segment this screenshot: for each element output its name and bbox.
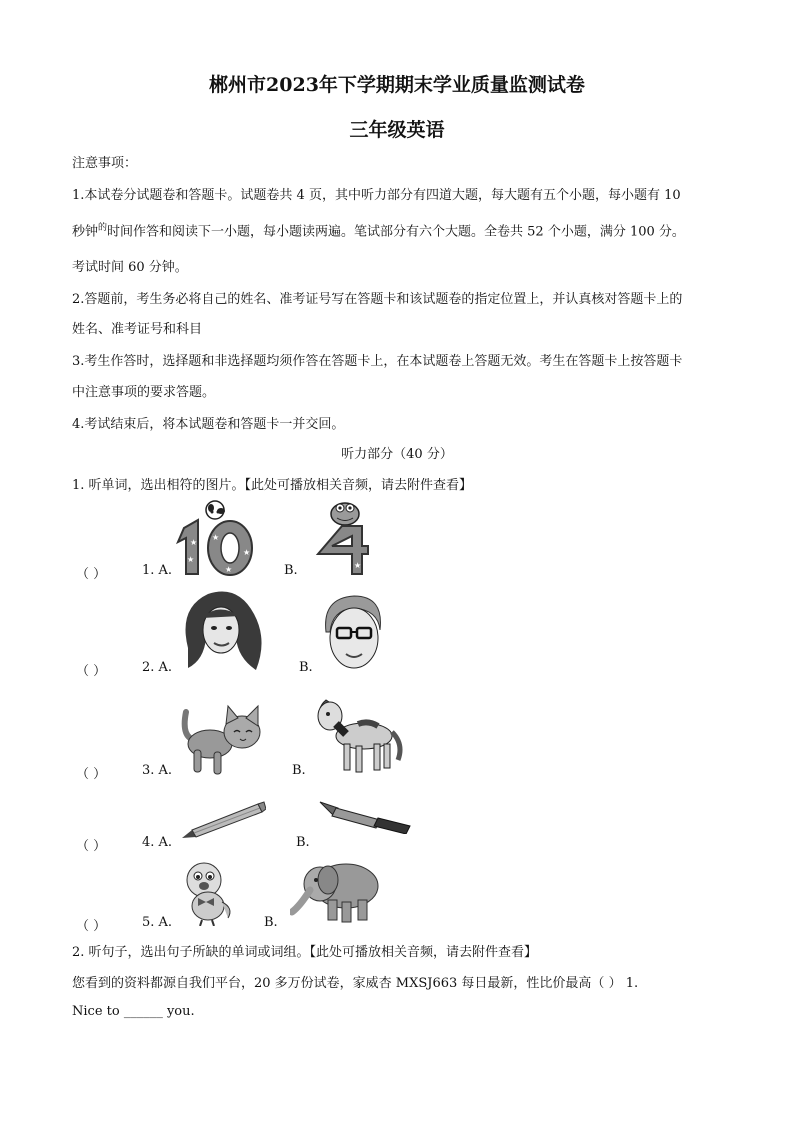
notes-line-1: 1.本试卷分试题卷和答题卡。试题卷共 4 页，其中听力部分有四道大题，每大题有五个小题，每小题有 10 — [72, 188, 681, 203]
item-label: 3. A. — [142, 763, 173, 778]
q2-item-1: Nice to ______ you. — [72, 1004, 195, 1019]
notes-line-8: 4.考试结束后，将本试题卷和答题卡一并交回。 — [72, 417, 345, 432]
listening-section-title: 听力部分（40 分） — [341, 447, 453, 462]
notes-line-2-pre: 秒钟 — [72, 224, 99, 240]
svg-text:★: ★ — [354, 561, 362, 570]
notes-line-4: 2.答题前，考生务必将自己的姓名、准考证号写在答题卡和该试题卷的指定位置上，并认真核对答题卡上的 — [72, 292, 683, 307]
svg-text:★: ★ — [243, 548, 251, 557]
notes-line-2-sup: 的 — [98, 223, 108, 233]
notes-heading: 注意事项： — [72, 156, 138, 171]
item-b-label: B. — [284, 563, 298, 578]
elephant-icon — [290, 856, 382, 924]
item-label: 2. A. — [142, 660, 173, 675]
horse-icon — [312, 694, 404, 776]
bird-icon — [178, 858, 234, 926]
man-with-glasses-icon — [320, 592, 386, 676]
fountain-pen-icon — [318, 798, 412, 834]
q1-instruction: 1. 听单词，选出相符的图片。【此处可播放相关音频，请去附件查看】 — [72, 478, 473, 493]
svg-text:★: ★ — [212, 533, 220, 542]
answer-bracket: （ ） — [76, 664, 107, 679]
item-b-label: B. — [296, 835, 310, 850]
answer-bracket: （ ） — [76, 767, 107, 782]
pencil-icon — [180, 800, 266, 842]
q2-instruction: 2. 听句子，选出句子所缺的单词或词组。【此处可播放相关音频，请去附件查看】 — [72, 945, 538, 960]
answer-bracket: （ ） — [76, 567, 107, 582]
svg-text:★: ★ — [225, 565, 233, 574]
exam-subtitle: 三年级英语 — [349, 119, 445, 141]
notes-line-6: 3.考生作答时，选择题和非选择题均须作答在答题卡上，在本试题卷上答题无效。考生在答题卡上按答题卡 — [72, 354, 683, 369]
svg-text:★: ★ — [190, 538, 198, 547]
notes-line-2 — [72, 220, 685, 239]
number-ten-with-cow-icon — [170, 500, 260, 578]
notes-line-7: 中注意事项的要求答题。 — [72, 385, 216, 400]
woman-face-icon — [178, 588, 264, 674]
item-b-label: B. — [264, 915, 278, 930]
cat-icon — [180, 702, 266, 778]
item-b-label: B. — [299, 660, 313, 675]
notes-line-3: 考试时间 60 分钟。 — [72, 260, 188, 275]
answer-bracket: （ ） — [76, 839, 107, 854]
item-label: 1. A. — [142, 563, 173, 578]
item-b-label: B. — [292, 763, 306, 778]
notes-line-2-post: 时间作答和阅读下一小题，每小题读两遍。笔试部分有六个大题。全卷共 52 个小题，满分 100 分。 — [107, 224, 685, 240]
exam-title: 郴州市2023年下学期期末学业质量监测试卷 — [209, 74, 585, 96]
ad-line: 您看到的资料都源自我们平台，20 多万份试卷，家威杏 MXSJ663 每日最新，性比价最高（ ） 1. — [72, 976, 639, 991]
number-four-with-frog-icon — [312, 500, 372, 576]
item-label: 4. A. — [142, 835, 173, 850]
item-label: 5. A. — [142, 915, 173, 930]
answer-bracket: （ ） — [76, 919, 107, 934]
notes-line-5: 姓名、准考证号和科目 — [72, 322, 203, 337]
svg-text:★: ★ — [187, 555, 195, 564]
